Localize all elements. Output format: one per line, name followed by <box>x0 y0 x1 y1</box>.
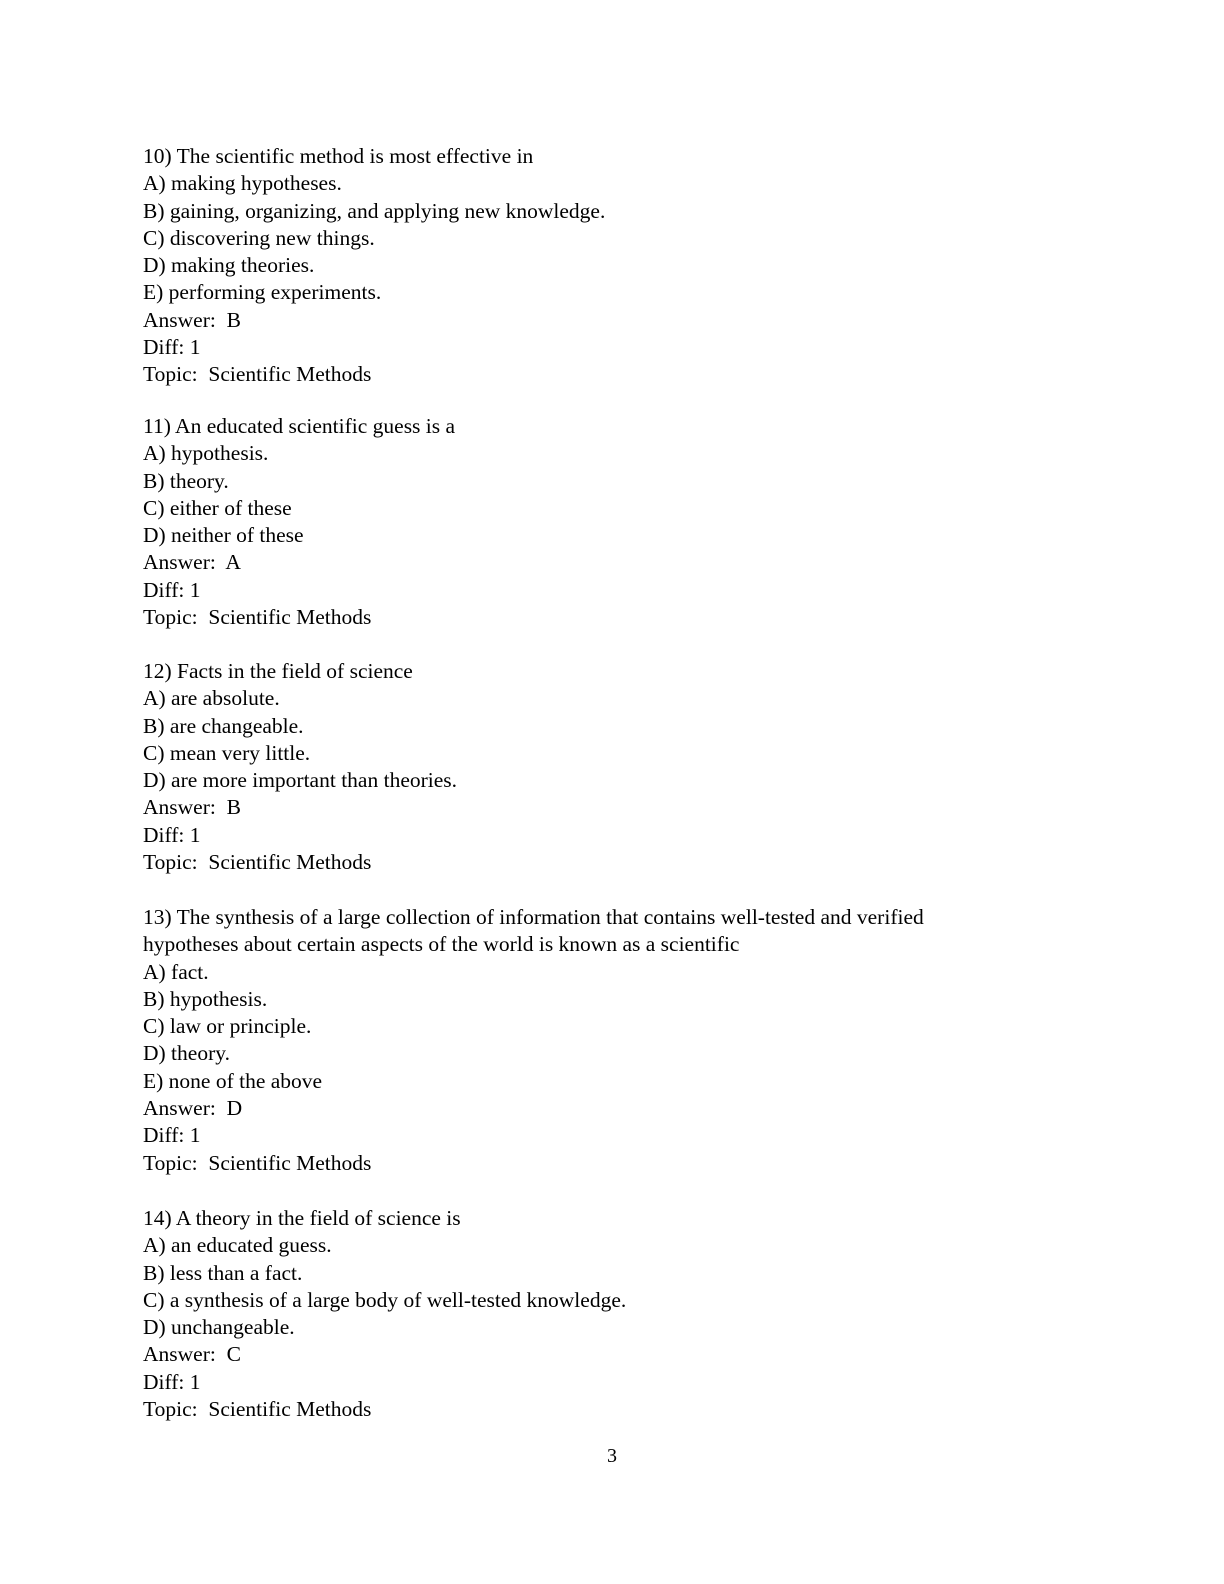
option-a: A) hypothesis. <box>143 441 269 466</box>
option-c: C) discovering new things. <box>143 225 375 250</box>
option-b: B) are changeable. <box>143 713 304 738</box>
option-e: E) performing experiments. <box>143 280 382 305</box>
option-a: A) fact. <box>143 959 209 984</box>
diff-line: Diff: 1 <box>143 1369 201 1394</box>
option-c: C) a synthesis of a large body of well-tested knowledge. <box>143 1287 627 1312</box>
option-e: E) none of the above <box>143 1068 323 1093</box>
option-b: B) gaining, organizing, and applying new knowledge. <box>143 198 606 223</box>
answer-line: Answer: B <box>143 307 241 332</box>
question-14 <box>143 1205 1043 1423</box>
answer-line: Answer: A <box>143 550 241 575</box>
option-c: C) law or principle. <box>143 1014 312 1039</box>
question-stem: 11) An educated scientific guess is a <box>143 414 456 438</box>
option-a: A) making hypotheses. <box>143 171 342 196</box>
question-10 <box>143 143 1043 389</box>
option-a: A) are absolute. <box>143 686 280 711</box>
option-d: D) neither of these <box>143 523 304 548</box>
question-stem: 14) A theory in the field of science is <box>143 1206 461 1230</box>
answer-line: Answer: B <box>143 795 241 820</box>
question-13 <box>143 904 1043 1177</box>
option-b: B) theory. <box>143 468 229 493</box>
topic-line: Topic: Scientific Methods <box>143 605 372 630</box>
question-stem-continued: hypotheses about certain aspects of the world is known as a scientific <box>143 932 740 957</box>
topic-line: Topic: Scientific Methods <box>143 1150 372 1175</box>
option-c: C) either of these <box>143 495 292 520</box>
option-d: D) unchangeable. <box>143 1315 295 1340</box>
question-stem: 13) The synthesis of a large collection of information that contains well-tested and verified <box>143 905 924 929</box>
topic-line: Topic: Scientific Methods <box>143 1397 372 1422</box>
diff-line: Diff: 1 <box>143 822 201 847</box>
diff-line: Diff: 1 <box>143 335 201 360</box>
option-d: D) making theories. <box>143 253 315 278</box>
topic-line: Topic: Scientific Methods <box>143 850 372 875</box>
option-b: B) hypothesis. <box>143 986 268 1011</box>
topic-line: Topic: Scientific Methods <box>143 362 372 387</box>
answer-line: Answer: D <box>143 1096 243 1121</box>
option-d: D) theory. <box>143 1041 230 1066</box>
diff-line: Diff: 1 <box>143 577 201 602</box>
question-stem: 12) Facts in the field of science <box>143 659 413 683</box>
question-11 <box>143 413 1043 631</box>
option-d: D) are more important than theories. <box>143 768 458 793</box>
question-12 <box>143 658 1043 876</box>
option-c: C) mean very little. <box>143 740 311 765</box>
option-a: A) an educated guess. <box>143 1233 332 1258</box>
diff-line: Diff: 1 <box>143 1123 201 1148</box>
option-b: B) less than a fact. <box>143 1260 303 1285</box>
question-stem: 10) The scientific method is most effective in <box>143 144 534 168</box>
answer-line: Answer: C <box>143 1342 241 1367</box>
page-number: 3 <box>607 1445 617 1467</box>
